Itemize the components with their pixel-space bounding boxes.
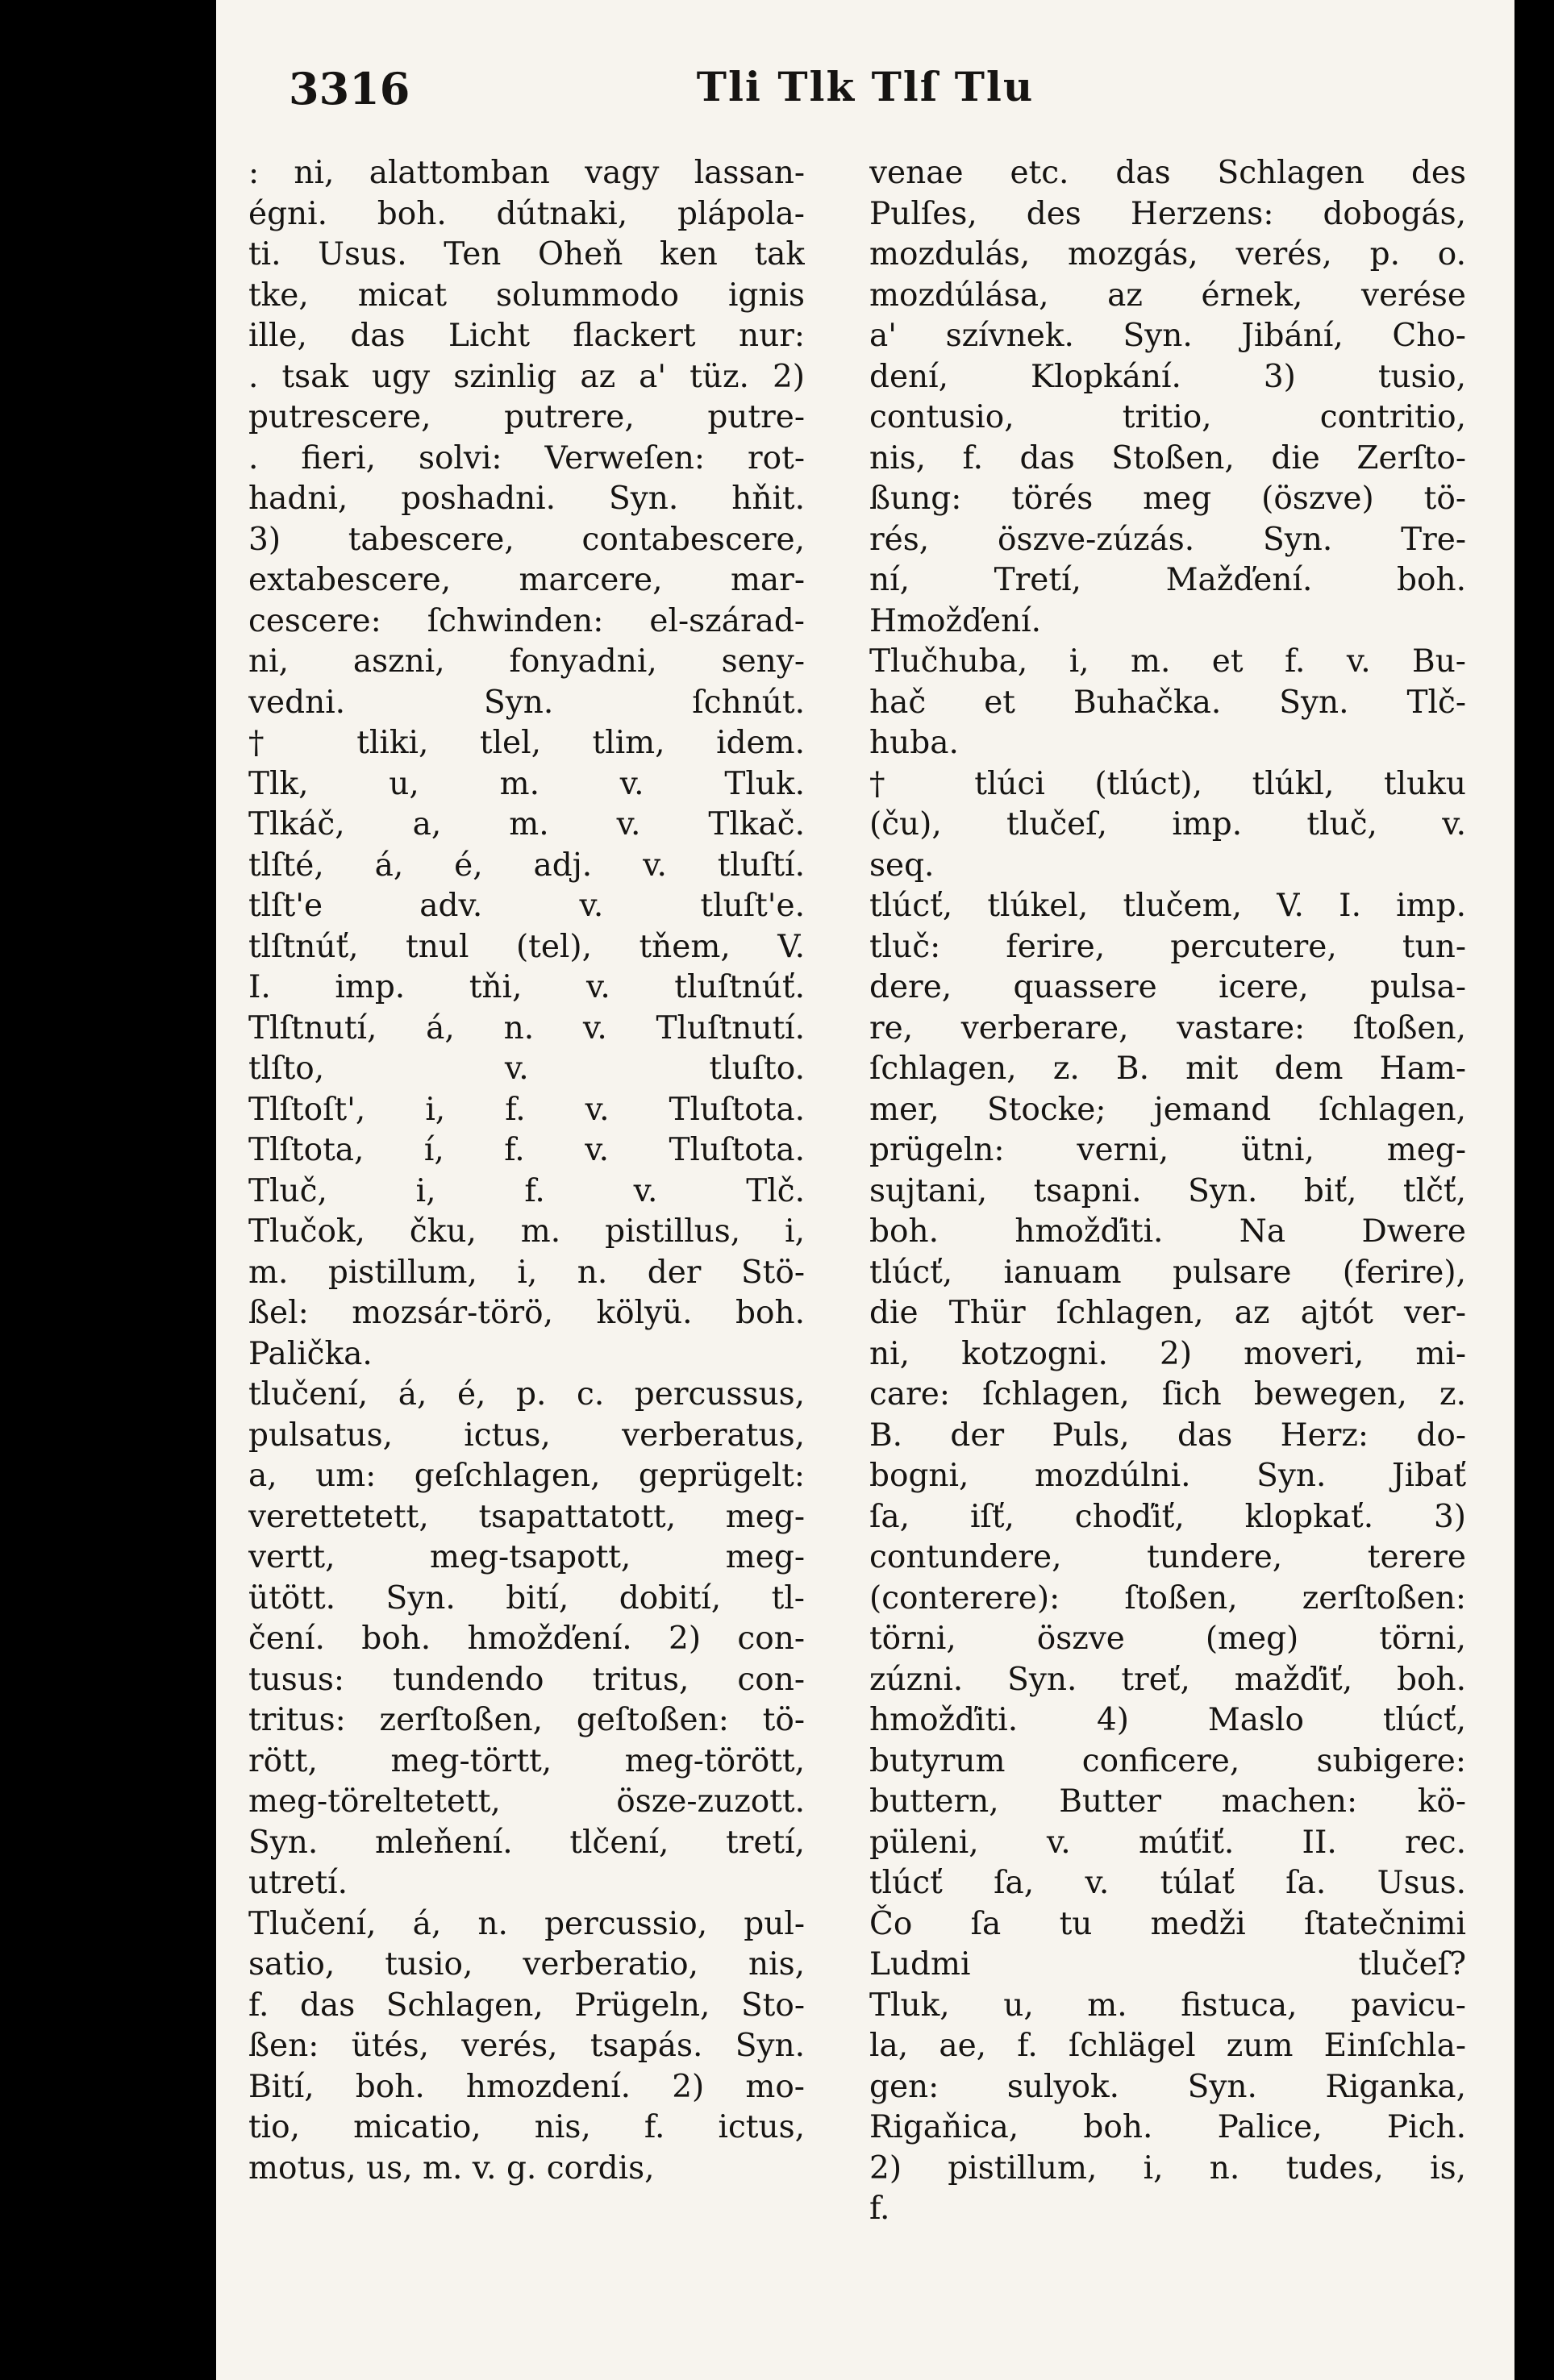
text-line: Tlučhuba, i, m. et f. v. Bu-	[869, 643, 1466, 680]
text-line: ni, kotzogni. 2) moveri, mi-	[869, 1335, 1466, 1372]
text-line: Tluk, u, m. fistuca, pavicu-	[869, 1987, 1466, 2024]
text-line: extabescere, marcere, mar-	[248, 562, 805, 598]
text-line: m. pistillum, i, n. der Stö-	[248, 1254, 805, 1291]
text-line: satio, tusio, verberatio, nis,	[248, 1946, 805, 1983]
text-line: ní, Tretí, Mažďení. boh.	[869, 562, 1466, 598]
text-line: † tlúci (tlúct), tlúkl, tluku	[869, 765, 1466, 802]
text-line: ütött. Syn. bití, dobití, tl-	[248, 1579, 805, 1616]
text-line: tlúcť, tlúkel, tlučem, V. I. imp.	[869, 888, 1466, 924]
text-line: Tlkáč, a, m. v. Tlkač.	[248, 806, 805, 843]
text-line: tlſto, v. tluſto.	[248, 1051, 805, 1087]
text-line: Tlučok, čku, m. pistillus, i,	[248, 1213, 805, 1250]
text-line: 2) pistillum, i, n. tudes, is,	[869, 2149, 1466, 2187]
text-line: boh. hmožďiti. Na Dwere	[869, 1213, 1466, 1250]
text-line: tluč: ferire, percutere, tun-	[869, 928, 1466, 965]
text-line: meg-töreltetett, ösze-zuzott.	[248, 1783, 805, 1820]
text-line: motus, us, m. v. g. cordis,	[248, 2149, 655, 2187]
text-line: vertt, meg-tsapott, meg-	[248, 1539, 805, 1575]
text-line: care: ſchlagen, ſich bewegen, z.	[869, 1376, 1466, 1413]
text-line: prügeln: verni, ütni, meg-	[869, 1132, 1466, 1168]
text-line: utretí.	[248, 1865, 348, 1901]
text-line: Tlſtota, í, f. v. Tluſtota.	[248, 1132, 805, 1168]
text-line: buttern, Butter machen: kö-	[869, 1783, 1466, 1820]
right-column	[869, 153, 1466, 2346]
text-line: Čo ſa tu medži ſtatečnimi	[869, 1905, 1466, 1942]
text-line: Tlk, u, m. v. Tluk.	[248, 765, 805, 802]
book-page	[216, 0, 1514, 2380]
text-line: seq.	[869, 847, 935, 884]
page-header	[216, 63, 1514, 135]
text-line: sujtani, tsapni. Syn. biť, tlčť,	[869, 1172, 1466, 1209]
text-line: ßel: mozsár-törö, kölyü. boh.	[248, 1295, 805, 1331]
text-line: die Thür ſchlagen, az ajtót ver-	[869, 1295, 1466, 1331]
text-line: f. das Schlagen, Prügeln, Sto-	[248, 1987, 805, 2024]
text-line: hmožďiti. 4) Maslo tlúcť,	[869, 1702, 1466, 1738]
text-line: tio, micatio, nis, f. ictus,	[248, 2109, 805, 2145]
text-line: tlučení, á, é, p. c. percussus,	[248, 1376, 805, 1413]
text-line: vedni. Syn. ſchnút.	[248, 684, 805, 721]
text-line: Bití, boh. hmozdení. 2) mo-	[248, 2068, 805, 2105]
text-line: contundere, tundere, terere	[869, 1539, 1466, 1575]
text-line: tlſt'e adv. v. tluſt'e.	[248, 888, 805, 924]
text-line: (conterere): ſtoßen, zerſtoßen:	[869, 1579, 1466, 1616]
text-line: Hmožďení.	[869, 602, 1042, 639]
left-column	[248, 153, 805, 2346]
text-line: püleni, v. múťiť. II. rec.	[869, 1824, 1466, 1861]
text-line: ille, das Licht flackert nur:	[248, 318, 805, 354]
text-line: a' szívnek. Syn. Jibání, Cho-	[869, 318, 1466, 354]
text-line: mozdúlása, az érnek, verése	[869, 277, 1466, 314]
text-line: hač et Buhačka. Syn. Tlč-	[869, 684, 1466, 721]
text-line: contusio, tritio, contritio,	[869, 399, 1466, 435]
text-line: ſchlagen, z. B. mit dem Ham-	[869, 1051, 1466, 1087]
text-line: törni, öszve (meg) törni,	[869, 1621, 1466, 1657]
text-line: dení, Klopkání. 3) tusio,	[869, 358, 1466, 395]
text-line: . fieri, solvi: Verweſen: rot-	[248, 439, 805, 476]
text-line: ſa, iſť, choďiť, klopkať. 3)	[869, 1498, 1466, 1535]
text-line: tritus: zerſtoßen, geſtoßen: tö-	[248, 1702, 805, 1738]
text-line: . tsak ugy szinlig az a' tüz. 2)	[248, 358, 805, 395]
text-line: putrescere, putrere, putre-	[248, 399, 805, 435]
text-line: a, um: geſchlagen, geprügelt:	[248, 1458, 805, 1494]
text-line: huba.	[869, 725, 959, 761]
text-line: Palička.	[248, 1335, 373, 1372]
text-line: gen: sulyok. Syn. Riganka,	[869, 2068, 1466, 2105]
text-line: re, verberare, vastare: ſtoßen,	[869, 1009, 1466, 1046]
text-line: tke, micat solummodo ignis	[248, 277, 805, 314]
text-line: Syn. mleňení. tlčení, tretí,	[248, 1824, 805, 1861]
text-line: ni, aszni, fonyadni, seny-	[248, 643, 805, 680]
text-line: butyrum conficere, subigere:	[869, 1742, 1466, 1779]
text-line: nis, f. das Stoßen, die Zerſto-	[869, 439, 1466, 476]
text-line: I. imp. tňi, v. tluſtnúť.	[248, 969, 805, 1005]
text-line: : ni, alattomban vagy lassan-	[248, 155, 805, 191]
text-line: Tlſtnutí, á, n. v. Tluſtnutí.	[248, 1009, 805, 1046]
text-line: Rigaňica, boh. Palice, Pich.	[869, 2109, 1466, 2145]
page-number: 3316	[289, 63, 410, 114]
text-line: tlúcť, ianuam pulsare (ferire),	[869, 1254, 1466, 1291]
text-line: Ludmi tlučeſ?	[869, 1946, 1466, 1983]
text-line: ti. Usus. Ten Oheň ken tak	[248, 236, 805, 273]
text-line: venae etc. das Schlagen des	[869, 155, 1466, 191]
text-line: ßung: törés meg (öszve) tö-	[869, 481, 1466, 517]
text-line: verettetett, tsapattatott, meg-	[248, 1498, 805, 1535]
text-line: čení. boh. hmožďení. 2) con-	[248, 1621, 805, 1657]
text-line: zúzni. Syn. treť, mažďiť, boh.	[869, 1661, 1466, 1698]
text-line: tusus: tundendo tritus, con-	[248, 1661, 805, 1698]
text-line: égni. boh. dútnaki, plápola-	[248, 195, 805, 232]
text-line: la, ae, f. ſchlägel zum Einſchla-	[869, 2028, 1466, 2064]
text-line: Tlſtoſt', i, f. v. Tluſtota.	[248, 1091, 805, 1128]
text-line: † tliki, tlel, tlim, idem.	[248, 725, 805, 761]
text-line: hadni, poshadni. Syn. hňit.	[248, 481, 805, 517]
text-line: B. der Puls, das Herz: do-	[869, 1417, 1466, 1454]
text-line: rés, öszve-zúzás. Syn. Tre-	[869, 521, 1466, 558]
text-line: mer, Stocke; jemand ſchlagen,	[869, 1091, 1466, 1128]
text-line: Tluč, i, f. v. Tlč.	[248, 1172, 805, 1209]
running-head: Tli Tlk Tlſ Tlu	[696, 63, 1035, 110]
text-line: tlſté, á, é, adj. v. tluſtí.	[248, 847, 805, 884]
text-line: cescere: ſchwinden: el-szárad-	[248, 602, 805, 639]
text-line: 3) tabescere, contabescere,	[248, 521, 805, 558]
text-line: mozdulás, mozgás, verés, p. o.	[869, 236, 1466, 273]
text-line: f.	[869, 2191, 890, 2227]
text-line: dere, quassere icere, pulsa-	[869, 969, 1466, 1005]
text-line: ßen: ütés, verés, tsapás. Syn.	[248, 2028, 805, 2064]
text-line: Pulſes, des Herzens: dobogás,	[869, 195, 1466, 232]
text-line: (ču), tlučeſ, imp. tluč, v.	[869, 806, 1466, 843]
text-line: tlſtnúť, tnul (tel), tňem, V.	[248, 928, 805, 965]
text-line: pulsatus, ictus, verberatus,	[248, 1417, 805, 1454]
text-line: Tlučení, á, n. percussio, pul-	[248, 1905, 805, 1942]
text-line: tlúcť ſa, v. túlať ſa. Usus.	[869, 1865, 1466, 1901]
text-line: rött, meg-törtt, meg-törött,	[248, 1742, 805, 1779]
text-line: bogni, mozdúlni. Syn. Jibať	[869, 1458, 1466, 1494]
